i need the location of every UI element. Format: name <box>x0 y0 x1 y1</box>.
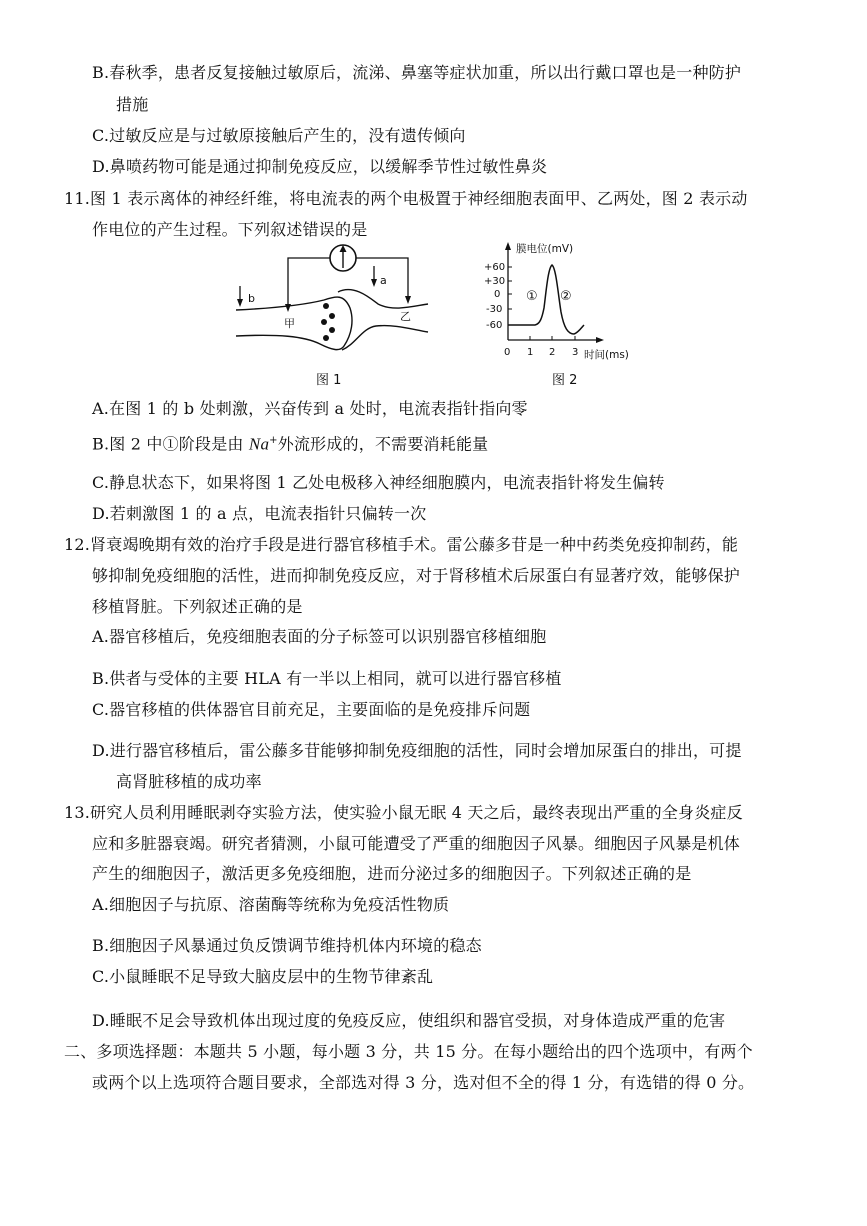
q11-stem-line1: 11.图 1 表示离体的神经纤维，将电流表的两个电极置于神经细胞表面甲、乙两处，图 2 表示动 <box>64 189 748 208</box>
phase-1-label: ① <box>526 289 538 304</box>
q11-option-a: A.在图 1 的 b 处刺激，兴奋传到 a 处时，电流表指针指向零 <box>92 399 528 418</box>
figure-2-caption: 图 2 <box>552 373 578 388</box>
q10-option-d: D.鼻喷药物可能是通过抑制免疫反应，以缓解季节性过敏性鼻炎 <box>92 157 548 176</box>
q12-option-c: C.器官移植的供体器官目前充足，主要面临的是免疫排斥问题 <box>92 700 531 719</box>
q11-option-b-suffix: 外流形成的，不需要消耗能量 <box>277 434 489 454</box>
q12-stem-line2: 够抑制免疫细胞的活性，进而抑制免疫反应，对于肾移植术后尿蛋白有显著疗效，能够保护 <box>92 566 741 585</box>
q13-option-b: B.细胞因子风暴通过负反馈调节维持机体内环境的稳态 <box>92 936 482 955</box>
q11-option-c: C.静息状态下，如果将图 1 乙处电极移入神经细胞膜内，电流表指针将发生偏转 <box>92 473 665 492</box>
figure-1-nerve-diagram <box>236 245 428 388</box>
q12-option-d-line1: D.进行器官移植后，雷公藤多苷能够抑制免疫细胞的活性，同时会增加尿蛋白的排出，可提 <box>92 741 742 760</box>
x-tick-0: 0 <box>504 347 511 358</box>
q13-stem-line1: 13.研究人员利用睡眠剥夺实验方法，使实验小鼠无眠 4 天之后，最终表现出严重的全身炎症反 <box>64 803 743 822</box>
q12-option-b: B.供者与受体的主要 HLA 有一半以上相同，就可以进行器官移植 <box>92 669 562 688</box>
section-2-line1: 二、多项选择题：本题共 5 小题，每小题 3 分，共 15 分。在每小题给出的四个选项中，有两个 <box>64 1042 753 1061</box>
q12-stem-line3: 移植肾脏。下列叙述正确的是 <box>92 597 303 616</box>
q12-stem-line1: 12.肾衰竭晚期有效的治疗手段是进行器官移植手术。雷公藤多苷是一种中药类免疫抑制药，能 <box>64 535 739 554</box>
q12-option-d-line2: 高肾脏移植的成功率 <box>116 772 262 791</box>
phase-2-label: ② <box>560 289 572 304</box>
q13-option-a: A.细胞因子与抗原、溶菌酶等统称为免疫活性物质 <box>92 895 450 914</box>
q11-option-b <box>92 430 488 455</box>
label-jia: 甲 <box>284 317 295 330</box>
x-axis-label: 时间(ms) <box>584 349 629 361</box>
label-a: a <box>380 274 387 287</box>
y-tick-0: 0 <box>494 289 501 300</box>
y-axis-label: 膜电位(mV) <box>516 243 574 255</box>
q11-option-d: D.若刺激图 1 的 a 点，电流表指针只偏转一次 <box>92 504 427 523</box>
sodium-ion: Na <box>248 434 270 454</box>
x-tick-3: 3 <box>572 347 579 358</box>
q10-option-b-line2: 措施 <box>116 95 149 114</box>
q10-option-c: C.过敏反应是与过敏原接触后产生的，没有遗传倾向 <box>92 126 466 145</box>
q12-option-a: A.器官移植后，免疫细胞表面的分子标签可以识别器官移植细胞 <box>92 627 547 646</box>
label-b: b <box>248 292 255 305</box>
q13-option-c: C.小鼠睡眠不足导致大脑皮层中的生物节律紊乱 <box>92 967 434 986</box>
q11-option-b-prefix: B.图 2 中①阶段是由 <box>92 434 244 454</box>
x-tick-1: 1 <box>527 347 534 358</box>
figure-1-caption: 图 1 <box>316 373 342 388</box>
figure-2-action-potential-chart <box>484 242 629 388</box>
y-tick-60: +60 <box>484 262 506 273</box>
label-yi: 乙 <box>400 310 411 323</box>
q13-option-d: D.睡眠不足会导致机体出现过度的免疫反应，使组织和器官受损，对身体造成严重的危害 <box>92 1011 726 1030</box>
sodium-charge: + <box>269 435 278 446</box>
section-2-line2: 或两个以上选项符合题目要求，全部选对得 3 分，选对但不全的得 1 分，有选错的得 0 分。 <box>92 1073 755 1092</box>
action-potential-curve <box>508 265 584 334</box>
q13-stem-line2: 应和多脏器衰竭。研究者猜测，小鼠可能遭受了严重的细胞因子风暴。细胞因子风暴是机体 <box>92 834 741 853</box>
q11-stem-line2: 作电位的产生过程。下列叙述错误的是 <box>92 220 368 239</box>
y-tick-neg60: -60 <box>486 320 503 331</box>
q10-option-b-line1: B.春秋季，患者反复接触过敏原后，流涕、鼻塞等症状加重，所以出行戴口罩也是一种防护 <box>92 63 742 82</box>
q11-figure <box>228 238 648 393</box>
y-tick-neg30: -30 <box>486 304 503 315</box>
q13-stem-line3: 产生的细胞因子，激活更多免疫细胞，进而分泌过多的细胞因子。下列叙述正确的是 <box>92 864 692 883</box>
y-tick-30: +30 <box>484 276 506 287</box>
x-tick-2: 2 <box>549 347 556 358</box>
